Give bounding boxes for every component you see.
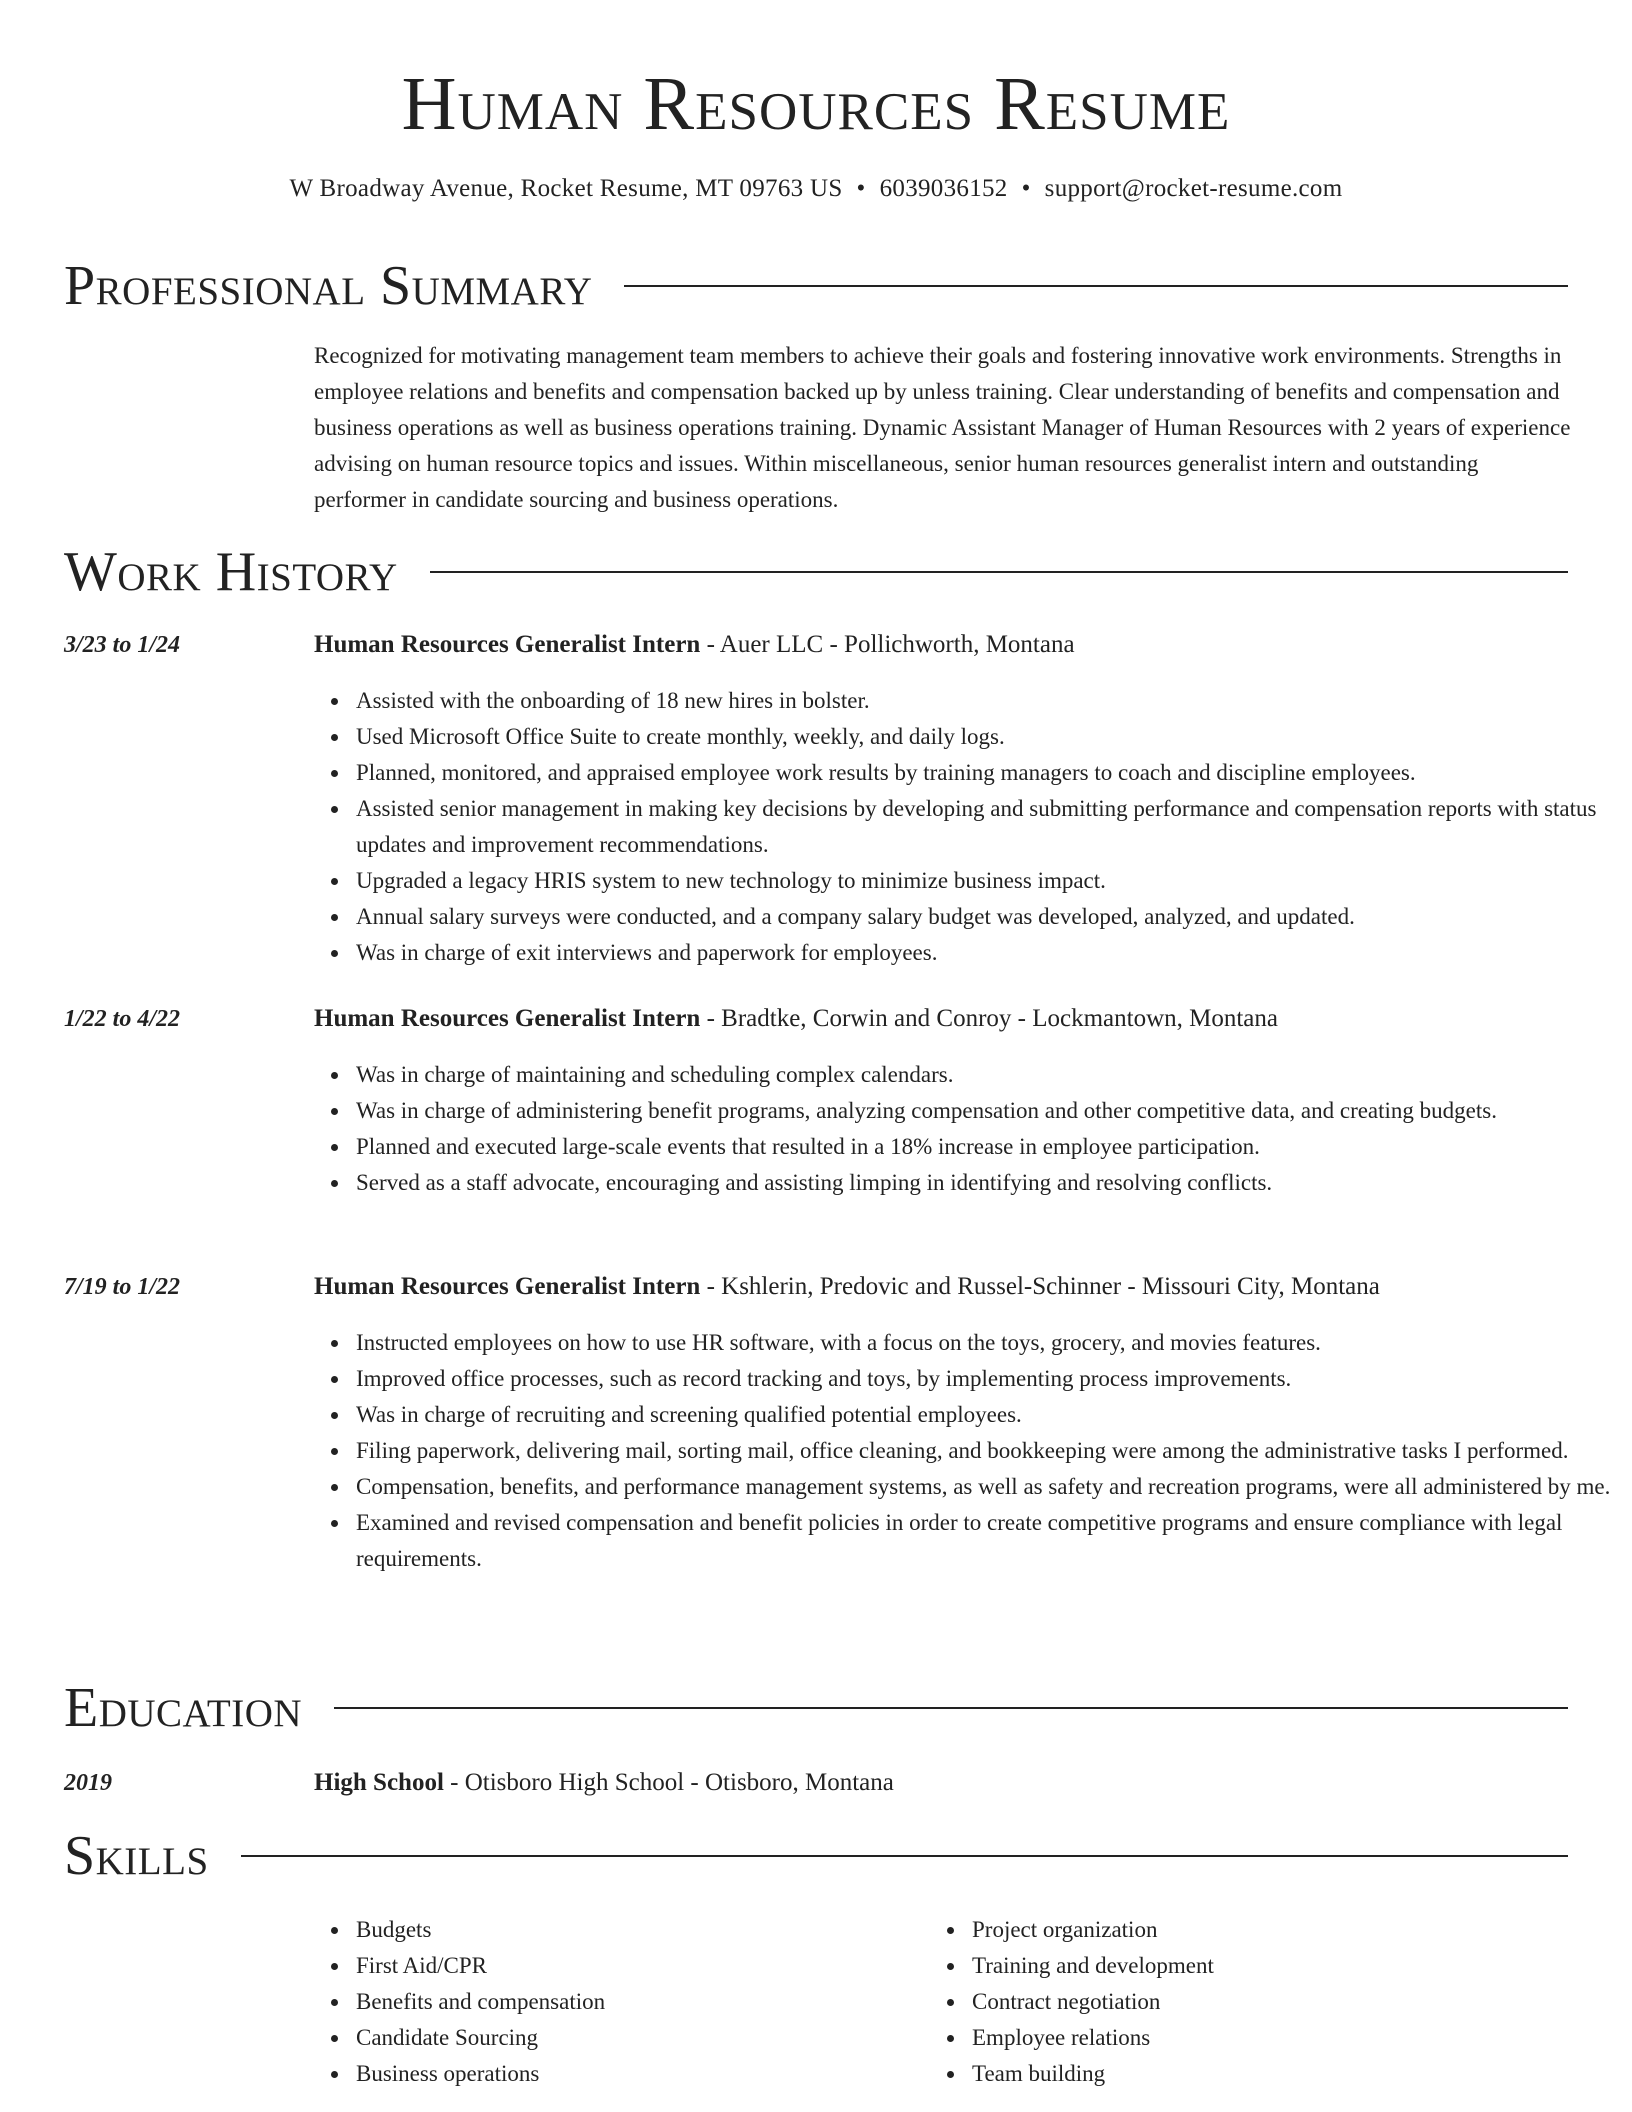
job-bullets <box>356 683 1632 971</box>
education-degree: High School <box>314 1769 444 1796</box>
summary-text: Recognized for motivating management team members to achieve their goals and fostering innovative work environments. Strengths in employee relations and benefits and compensation backed up by unless training. Clear understanding of benefits and compensation and business operations as well as business operations training. Dynamic Assistant Manager of Human Resources with 2 years of experience advising on human resource topics and issues. Within miscellaneous, senior human resources generalist intern and outstanding performer in candidate sourcing and business operations. <box>314 343 1571 512</box>
list-item: Was in charge of maintaining and scheduling complex calendars. <box>356 1057 1632 1093</box>
job-header <box>314 1270 1380 1304</box>
education-heading-row <box>64 1678 1568 1738</box>
contact-email: support@rocket-resume.com <box>1044 175 1343 202</box>
job-dates: 1/22 to 4/22 <box>64 1006 181 1032</box>
job-header <box>314 628 1075 662</box>
job-role: Human Resources Generalist Intern <box>314 1273 701 1300</box>
skills-list-right <box>972 1912 1214 2092</box>
work-heading: Work History <box>64 541 398 603</box>
list-item: Planned and executed large-scale events that resulted in a 18% increase in employee participation. <box>356 1129 1632 1165</box>
summary-heading: Professional Summary <box>64 255 593 317</box>
job-details: - Bradtke, Corwin and Conroy - Lockmantown, Montana <box>700 1005 1278 1032</box>
section-divider <box>334 1707 1568 1709</box>
skills-heading-row <box>64 1826 1568 1886</box>
list-item: Served as a staff advocate, encouraging and assisting limping in identifying and resolving conflicts. <box>356 1165 1632 1201</box>
contact-line <box>0 174 1632 204</box>
contact-separator: • <box>856 175 866 202</box>
skill-item: Team building <box>972 2056 1214 2092</box>
job-role: Human Resources Generalist Intern <box>314 1005 701 1032</box>
list-item: Examined and revised compensation and benefit policies in order to create competitive programs and ensure compliance with legal requirements. <box>356 1505 1632 1577</box>
skill-item: Candidate Sourcing <box>356 2020 605 2056</box>
job-bullets <box>356 1057 1632 1201</box>
list-item: Improved office processes, such as record tracking and toys, by implementing process improvements. <box>356 1361 1632 1397</box>
section-divider <box>624 285 1568 287</box>
skill-item: Business operations <box>356 2056 605 2092</box>
list-item: Was in charge of administering benefit programs, analyzing compensation and other competitive data, and creating budgets. <box>356 1093 1632 1129</box>
skill-item: Benefits and compensation <box>356 1984 605 2020</box>
job-details: - Kshlerin, Predovic and Russel-Schinner - Missouri City, Montana <box>700 1273 1380 1300</box>
job-dates: 7/19 to 1/22 <box>64 1274 181 1300</box>
education-heading: Education <box>64 1677 303 1739</box>
list-item: Filing paperwork, delivering mail, sorting mail, office cleaning, and bookkeeping were among the administrative tasks I performed. <box>356 1433 1632 1469</box>
list-item: Was in charge of recruiting and screening qualified potential employees. <box>356 1397 1632 1433</box>
list-item: Instructed employees on how to use HR software, with a focus on the toys, grocery, and movies features. <box>356 1325 1632 1361</box>
skills-heading: Skills <box>64 1825 209 1887</box>
job-header <box>314 1002 1278 1036</box>
skill-item: First Aid/CPR <box>356 1948 605 1984</box>
education-year: 2019 <box>64 1770 112 1796</box>
job-details: - Auer LLC - Pollichworth, Montana <box>700 631 1075 658</box>
contact-address: W Broadway Avenue, Rocket Resume, MT 09763 US <box>289 175 843 202</box>
skill-item: Employee relations <box>972 2020 1214 2056</box>
skill-item: Training and development <box>972 1948 1214 1984</box>
list-item: Used Microsoft Office Suite to create monthly, weekly, and daily logs. <box>356 719 1632 755</box>
contact-separator: • <box>1021 175 1031 202</box>
list-item: Was in charge of exit interviews and paperwork for employees. <box>356 935 1632 971</box>
list-item: Planned, monitored, and appraised employee work results by training managers to coach and discipline employees. <box>356 755 1632 791</box>
list-item: Compensation, benefits, and performance management systems, as well as safety and recreation programs, were all administered by me. <box>356 1469 1632 1505</box>
skill-item: Project organization <box>972 1912 1214 1948</box>
summary-heading-row <box>64 256 1568 316</box>
job-dates: 3/23 to 1/24 <box>64 632 181 658</box>
job-bullets <box>356 1325 1632 1577</box>
resume-title: Human Resources Resume <box>401 62 1231 146</box>
contact-phone: 6039036152 <box>879 175 1008 202</box>
list-item: Upgraded a legacy HRIS system to new technology to minimize business impact. <box>356 863 1632 899</box>
section-divider <box>430 571 1568 573</box>
skill-item: Budgets <box>356 1912 605 1948</box>
work-heading-row <box>64 542 1568 602</box>
list-item: Assisted senior management in making key decisions by developing and submitting performance and compensation reports with status updates and improvement recommendations. <box>356 791 1632 863</box>
job-role: Human Resources Generalist Intern <box>314 631 701 658</box>
skills-list-left <box>356 1912 605 2092</box>
skill-item: Contract negotiation <box>972 1984 1214 2020</box>
education-details: - Otisboro High School - Otisboro, Montana <box>443 1769 894 1796</box>
list-item: Annual salary surveys were conducted, and a company salary budget was developed, analyzed, and updated. <box>356 899 1632 935</box>
section-divider <box>241 1855 1568 1857</box>
education-header <box>314 1766 894 1800</box>
list-item: Assisted with the onboarding of 18 new hires in bolster. <box>356 683 1632 719</box>
